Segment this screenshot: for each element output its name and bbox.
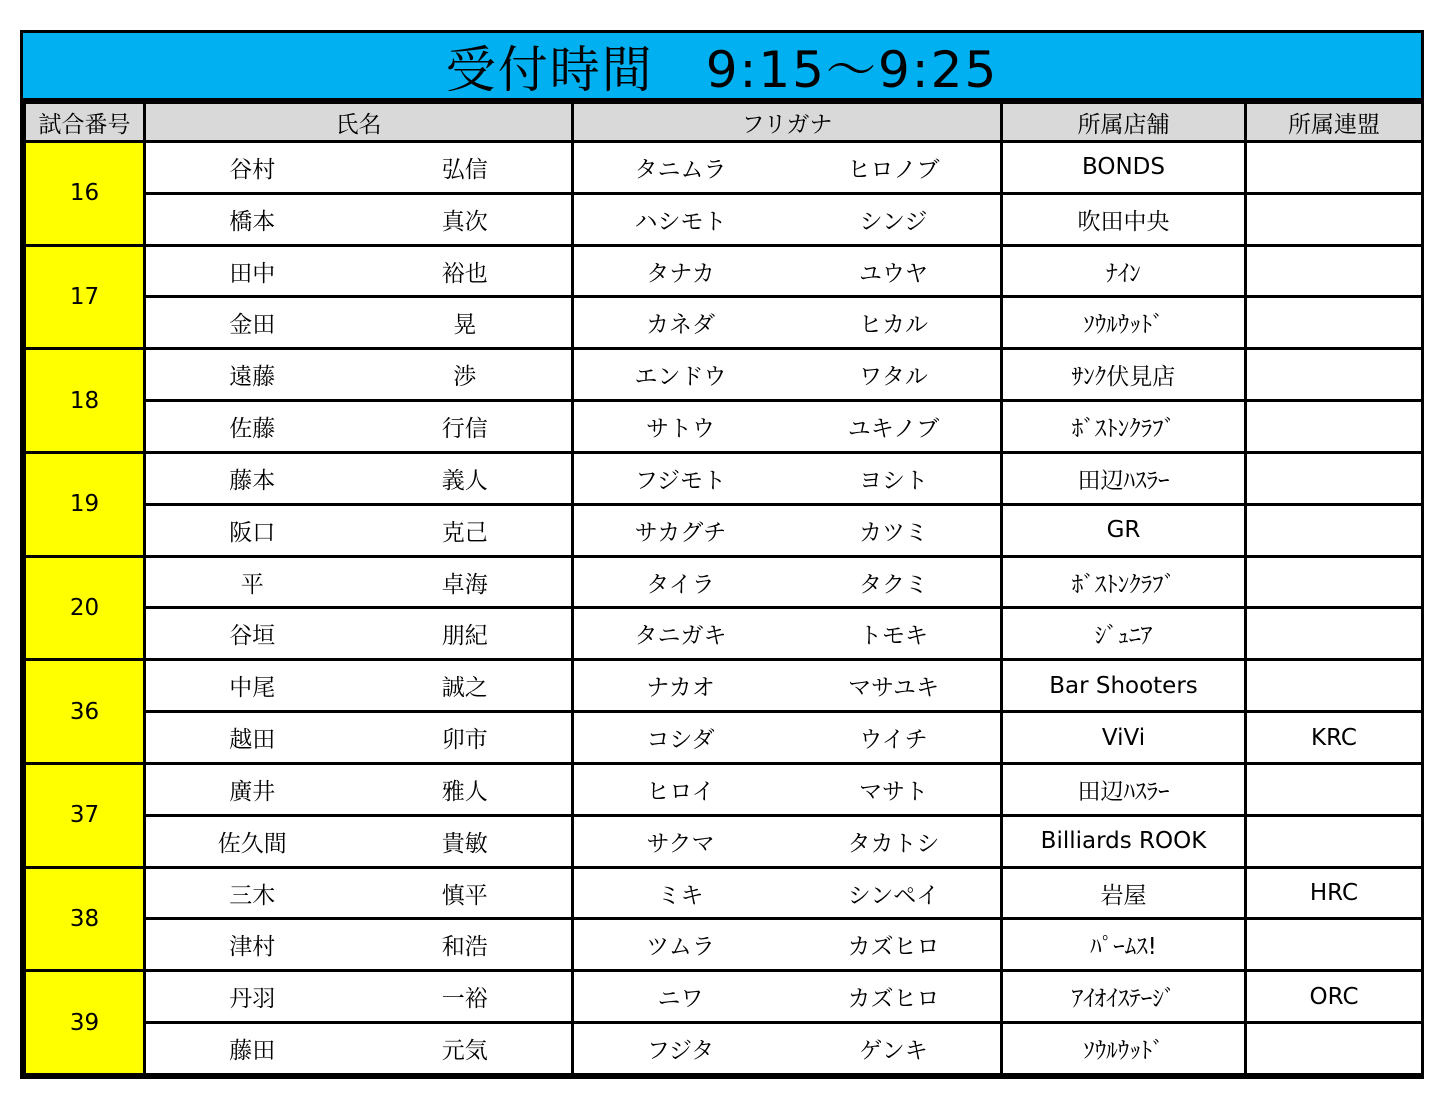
- furigana-given: タクミ: [859, 571, 928, 598]
- player-row: [25, 763, 1423, 815]
- league-cell: [1246, 763, 1423, 815]
- league-cell: KRC: [1246, 712, 1423, 764]
- match-number-cell: 19: [25, 452, 145, 556]
- furigana-cell: [573, 452, 1002, 504]
- furigana-cell: [573, 349, 1002, 401]
- name-family: 佐藤: [229, 416, 276, 443]
- match-number-cell: 36: [25, 660, 145, 764]
- name-cell: [145, 452, 573, 504]
- furigana-family: フジモト: [634, 467, 727, 494]
- player-row: [25, 504, 1423, 556]
- match-number-cell: 39: [25, 971, 145, 1075]
- furigana-family: フジタ: [646, 1038, 715, 1065]
- furigana-family: ヒロイ: [646, 778, 715, 805]
- match-number-cell: 17: [25, 245, 145, 349]
- furigana-family: ミキ: [657, 882, 704, 909]
- league-cell: [1246, 815, 1423, 867]
- furigana-given: ワタル: [859, 364, 928, 391]
- name-given: 真次: [441, 208, 488, 235]
- name-given: 弘信: [441, 156, 488, 183]
- furigana-cell: [573, 193, 1002, 245]
- name-cell: [145, 971, 573, 1023]
- furigana-given: トモキ: [859, 623, 928, 650]
- name-cell: [145, 401, 573, 453]
- shop-cell: Bar Shooters: [1002, 660, 1246, 712]
- name-family: 津村: [229, 934, 276, 961]
- league-cell: [1246, 919, 1423, 971]
- league-cell: [1246, 193, 1423, 245]
- furigana-family: タイラ: [646, 571, 715, 598]
- name-family: 遠藤: [229, 364, 276, 391]
- league-cell: [1246, 245, 1423, 297]
- furigana-family: ハシモト: [634, 208, 727, 235]
- player-row: [25, 971, 1423, 1023]
- name-family: 橋本: [229, 208, 276, 235]
- shop-cell: GR: [1002, 504, 1246, 556]
- furigana-given: ヒロノブ: [847, 156, 940, 183]
- header-league: 所属連盟: [1246, 103, 1423, 142]
- furigana-cell: [573, 245, 1002, 297]
- furigana-family: サカグチ: [634, 519, 727, 546]
- shop-cell: ｿｳﾙｳｯﾄﾞ: [1002, 1023, 1246, 1075]
- furigana-family: ツムラ: [646, 934, 715, 961]
- name-family: 谷垣: [229, 623, 276, 650]
- furigana-cell: [573, 608, 1002, 660]
- furigana-given: シンジ: [859, 208, 928, 235]
- name-given: 慎平: [441, 882, 488, 909]
- furigana-given: ヨシト: [859, 467, 928, 494]
- league-cell: [1246, 1023, 1423, 1075]
- furigana-family: エンドウ: [634, 364, 727, 391]
- league-cell: ORC: [1246, 971, 1423, 1023]
- furigana-cell: [573, 867, 1002, 919]
- furigana-cell: [573, 1023, 1002, 1075]
- furigana-given: ヒカル: [859, 312, 928, 339]
- match-number-cell: 20: [25, 556, 145, 660]
- name-family: 佐久間: [217, 830, 287, 857]
- name-cell: [145, 504, 573, 556]
- league-cell: [1246, 401, 1423, 453]
- furigana-given: シンペイ: [847, 882, 940, 909]
- name-given: 克己: [441, 519, 488, 546]
- furigana-cell: [573, 971, 1002, 1023]
- shop-cell: ｻﾝｸ伏見店: [1002, 349, 1246, 401]
- name-cell: [145, 815, 573, 867]
- name-family: 平: [240, 571, 264, 598]
- shop-cell: ｱｲｵｲｽﾃｰｼﾞ: [1002, 971, 1246, 1023]
- header-shop: 所属店舗: [1002, 103, 1246, 142]
- name-family: 廣井: [229, 778, 276, 805]
- name-cell: [145, 556, 573, 608]
- furigana-given: ウイチ: [859, 727, 928, 754]
- name-given: 雅人: [441, 778, 488, 805]
- shop-cell: ﾅｲﾝ: [1002, 245, 1246, 297]
- player-row: [25, 556, 1423, 608]
- name-given: 卯市: [441, 727, 488, 754]
- name-cell: [145, 142, 573, 194]
- name-cell: [145, 245, 573, 297]
- name-cell: [145, 919, 573, 971]
- furigana-cell: [573, 401, 1002, 453]
- furigana-given: カズヒロ: [847, 934, 940, 961]
- player-row: [25, 712, 1423, 764]
- player-row: [25, 193, 1423, 245]
- shop-cell: BONDS: [1002, 142, 1246, 194]
- league-cell: [1246, 608, 1423, 660]
- furigana-given: マサト: [859, 778, 928, 805]
- player-row: [25, 815, 1423, 867]
- name-family: 藤田: [229, 1038, 276, 1065]
- furigana-cell: [573, 919, 1002, 971]
- player-row: [25, 452, 1423, 504]
- league-cell: [1246, 349, 1423, 401]
- furigana-family: タニガキ: [634, 623, 727, 650]
- player-row: [25, 660, 1423, 712]
- name-family: 阪口: [229, 519, 276, 546]
- shop-cell: ｿｳﾙｳｯﾄﾞ: [1002, 297, 1246, 349]
- furigana-family: カネダ: [646, 312, 715, 339]
- furigana-cell: [573, 297, 1002, 349]
- name-cell: [145, 193, 573, 245]
- name-given: 卓海: [441, 571, 488, 598]
- furigana-family: サクマ: [646, 830, 715, 857]
- furigana-cell: [573, 712, 1002, 764]
- league-cell: [1246, 297, 1423, 349]
- furigana-given: カツミ: [859, 519, 928, 546]
- name-given: 元気: [441, 1038, 488, 1065]
- name-family: 中尾: [229, 675, 276, 702]
- player-row: [25, 919, 1423, 971]
- furigana-cell: [573, 504, 1002, 556]
- furigana-family: サトウ: [646, 416, 715, 443]
- furigana-cell: [573, 815, 1002, 867]
- shop-cell: ﾎﾞｽﾄﾝｸﾗﾌﾞ: [1002, 401, 1246, 453]
- furigana-family: ナカオ: [646, 675, 715, 702]
- shop-cell: ViVi: [1002, 712, 1246, 764]
- furigana-given: カズヒロ: [847, 986, 940, 1013]
- league-cell: [1246, 556, 1423, 608]
- name-family: 金田: [229, 312, 276, 339]
- header-furigana: フリガナ: [573, 103, 1002, 142]
- name-family: 藤本: [229, 467, 276, 494]
- furigana-family: タニムラ: [634, 156, 727, 183]
- shop-cell: ｼﾞｭﾆｱ: [1002, 608, 1246, 660]
- title-bar: 受付時間 9:15〜9:25: [23, 33, 1421, 101]
- league-cell: [1246, 452, 1423, 504]
- shop-cell: 岩屋: [1002, 867, 1246, 919]
- furigana-given: ユキノブ: [847, 416, 940, 443]
- name-given: 義人: [441, 467, 488, 494]
- name-cell: [145, 763, 573, 815]
- name-given: 一裕: [441, 986, 488, 1013]
- match-number-cell: 38: [25, 867, 145, 971]
- player-row: [25, 245, 1423, 297]
- furigana-given: ユウヤ: [859, 260, 928, 287]
- furigana-family: タナカ: [646, 260, 715, 287]
- furigana-family: ニワ: [657, 986, 704, 1013]
- league-cell: [1246, 504, 1423, 556]
- name-cell: [145, 1023, 573, 1075]
- match-number-cell: 16: [25, 142, 145, 246]
- furigana-given: マサユキ: [847, 675, 940, 702]
- name-cell: [145, 867, 573, 919]
- header-row: [25, 103, 1423, 142]
- shop-cell: ﾎﾞｽﾄﾝｸﾗﾌﾞ: [1002, 556, 1246, 608]
- furigana-given: タカトシ: [847, 830, 940, 857]
- player-row: [25, 142, 1423, 194]
- league-cell: HRC: [1246, 867, 1423, 919]
- name-given: 貴敏: [441, 830, 488, 857]
- name-family: 田中: [229, 260, 276, 287]
- name-cell: [145, 608, 573, 660]
- shop-cell: ﾊﾟｰﾑｽ!: [1002, 919, 1246, 971]
- furigana-cell: [573, 660, 1002, 712]
- shop-cell: 吹田中央: [1002, 193, 1246, 245]
- name-given: 朋紀: [441, 623, 488, 650]
- header-name: 氏名: [145, 103, 573, 142]
- name-given: 和浩: [441, 934, 488, 961]
- player-row: [25, 401, 1423, 453]
- name-given: 誠之: [441, 675, 488, 702]
- name-cell: [145, 712, 573, 764]
- match-number-cell: 37: [25, 763, 145, 867]
- reception-sheet: [20, 30, 1424, 1079]
- name-cell: [145, 297, 573, 349]
- league-cell: [1246, 142, 1423, 194]
- header-match-number: 試合番号: [25, 103, 145, 142]
- name-given: 渉: [453, 364, 477, 391]
- name-cell: [145, 349, 573, 401]
- player-row: [25, 349, 1423, 401]
- furigana-given: ゲンキ: [859, 1038, 928, 1065]
- name-family: 丹羽: [229, 986, 276, 1013]
- shop-cell: 田辺ﾊｽﾗｰ: [1002, 763, 1246, 815]
- match-table: [23, 101, 1424, 1076]
- furigana-cell: [573, 142, 1002, 194]
- match-number-cell: 18: [25, 349, 145, 453]
- name-given: 裕也: [441, 260, 488, 287]
- name-given: 晃: [453, 312, 477, 339]
- furigana-cell: [573, 763, 1002, 815]
- name-cell: [145, 660, 573, 712]
- shop-cell: Billiards ROOK: [1002, 815, 1246, 867]
- name-family: 越田: [229, 727, 276, 754]
- furigana-family: コシダ: [646, 727, 715, 754]
- shop-cell: 田辺ﾊｽﾗｰ: [1002, 452, 1246, 504]
- player-row: [25, 1023, 1423, 1075]
- player-row: [25, 867, 1423, 919]
- name-family: 谷村: [229, 156, 276, 183]
- name-given: 行信: [441, 416, 488, 443]
- player-row: [25, 297, 1423, 349]
- furigana-cell: [573, 556, 1002, 608]
- league-cell: [1246, 660, 1423, 712]
- player-row: [25, 608, 1423, 660]
- name-family: 三木: [229, 882, 276, 909]
